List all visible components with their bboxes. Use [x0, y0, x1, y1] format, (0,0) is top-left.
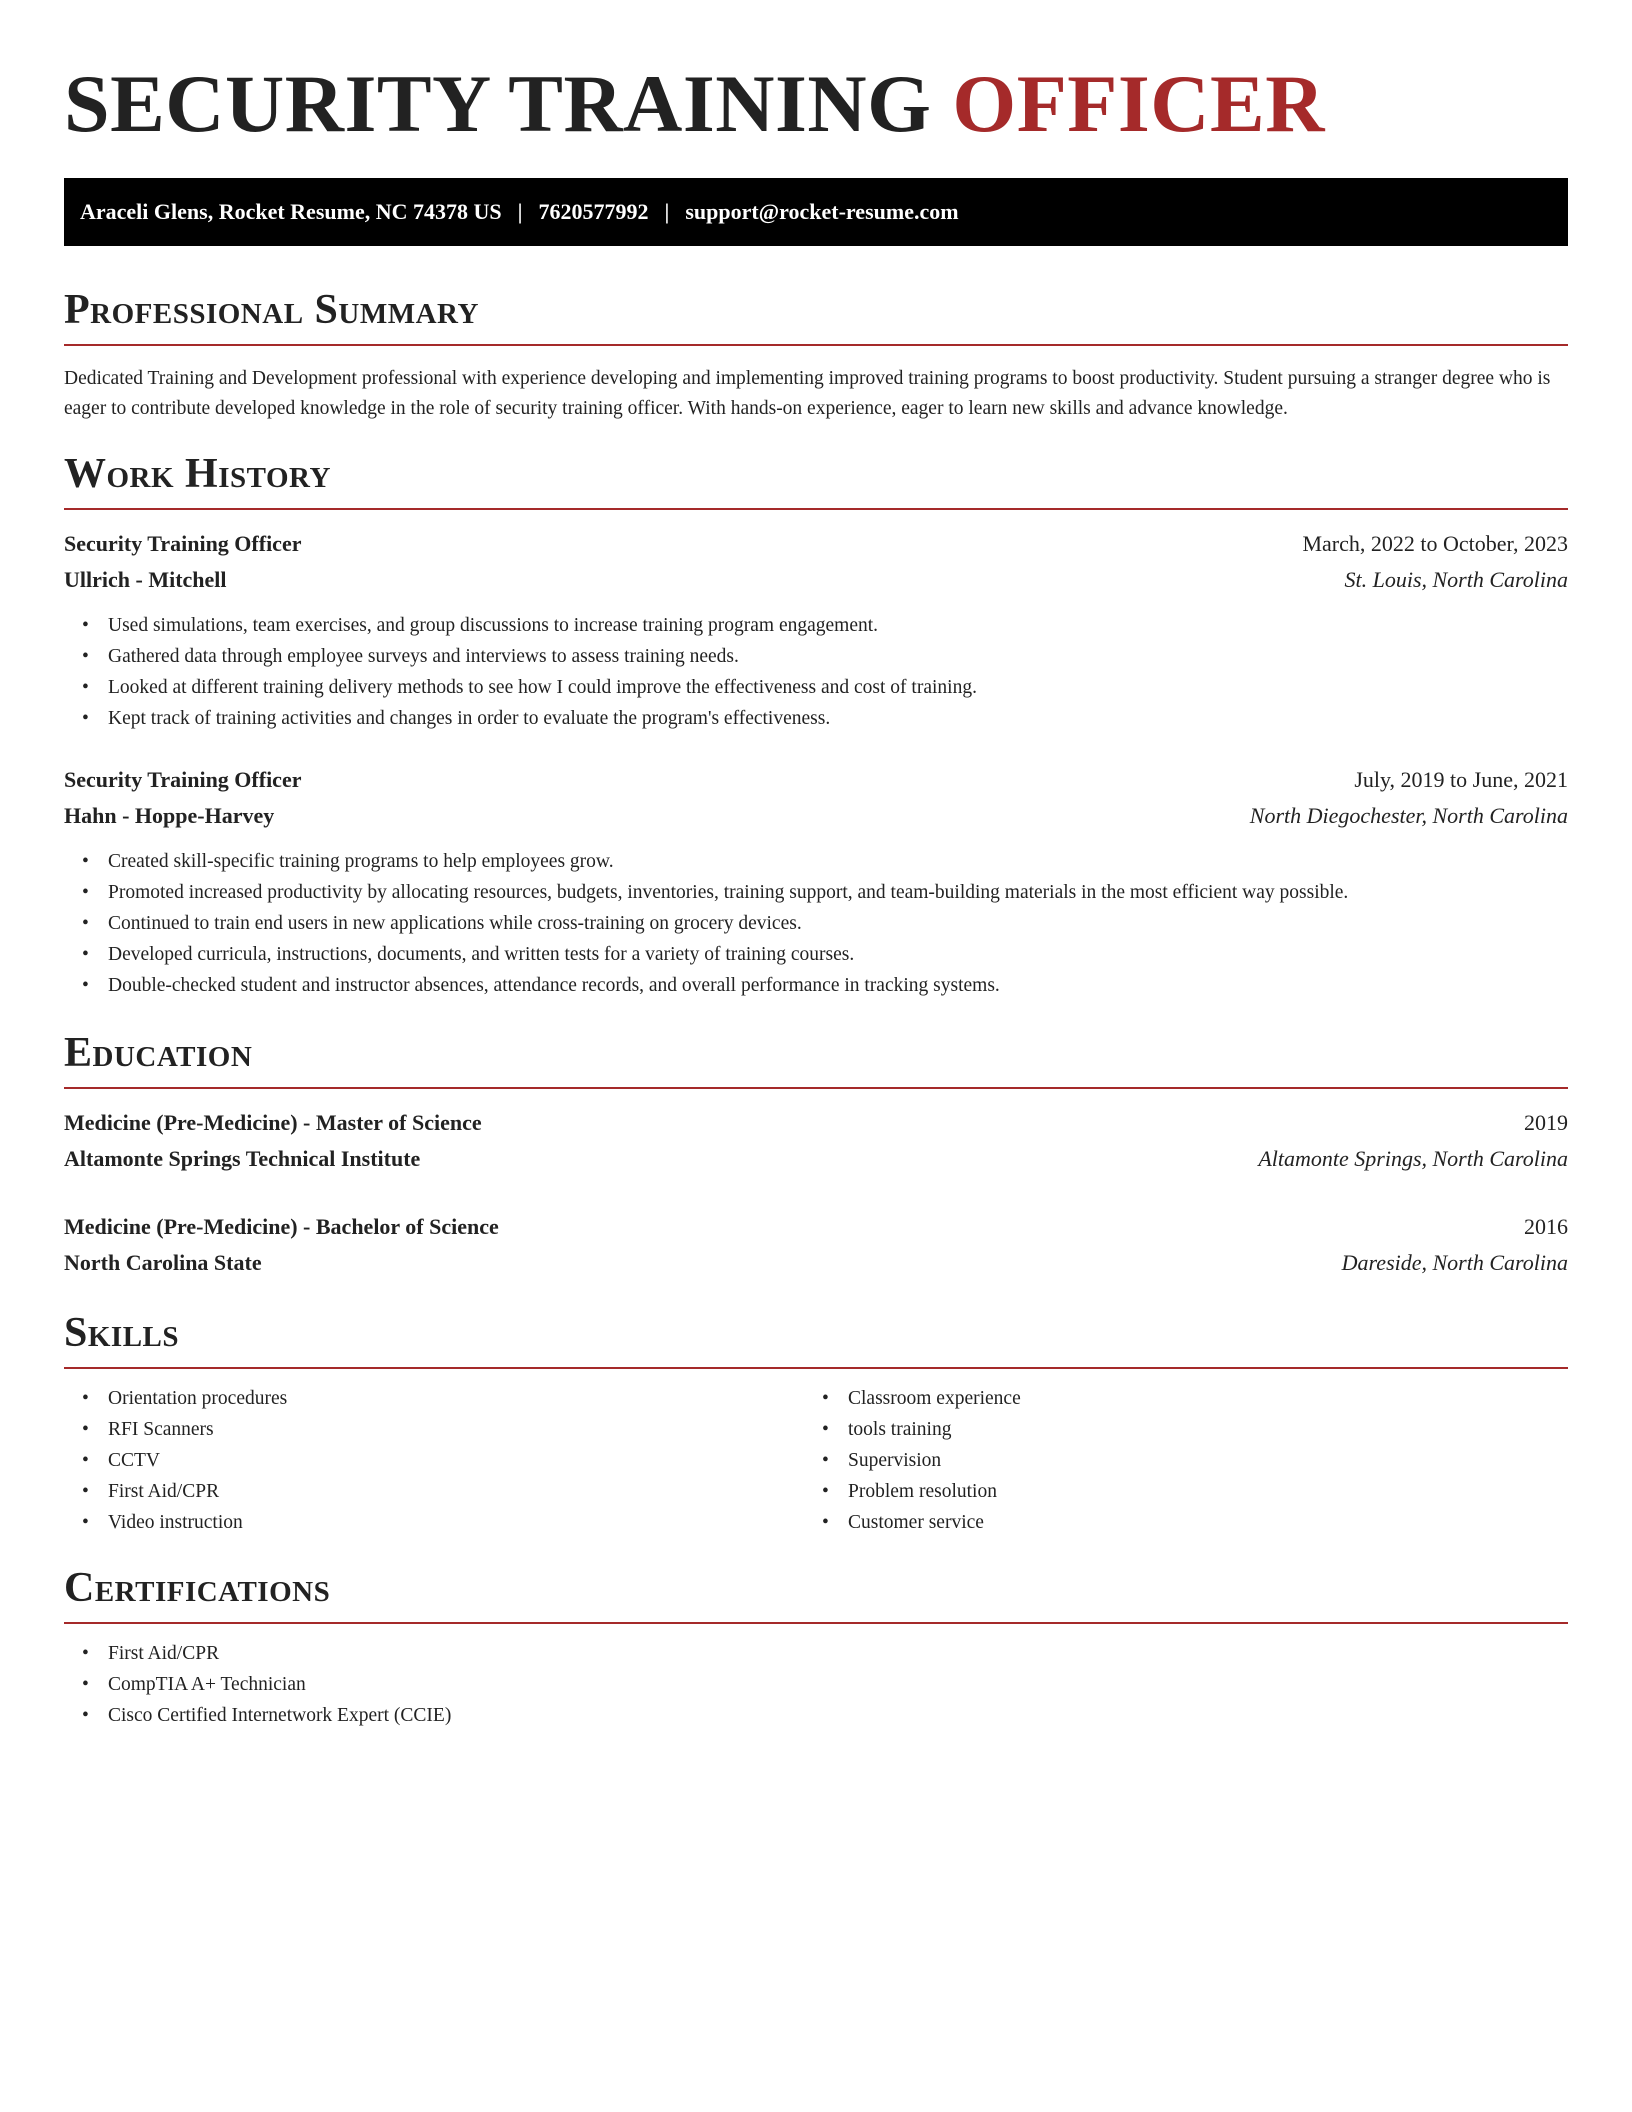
summary-section [64, 286, 1568, 424]
skill-item: • Customer service [848, 1507, 1544, 1538]
contact-email: support@rocket-resume.com [685, 199, 959, 224]
education-year: 2019 [1524, 1110, 1568, 1135]
job-bullets [64, 846, 1568, 1001]
job-bullet: • Double-checked student and instructor absences, attendance records, and overall performance in tracking systems. [108, 970, 1568, 1001]
section-divider [64, 508, 1568, 510]
section-divider [64, 1622, 1568, 1624]
title-main: SECURITY TRAINING [64, 58, 932, 149]
education-degree-row [64, 1105, 1568, 1141]
contact-bar [64, 178, 1568, 246]
education-location: Altamonte Springs, North Carolina [1258, 1146, 1568, 1171]
education-degree: Medicine (Pre-Medicine) - Master of Science [64, 1110, 482, 1135]
education-school: Altamonte Springs Technical Institute [64, 1146, 421, 1171]
skill-item: • CCTV [108, 1445, 804, 1476]
resume-title [64, 56, 1568, 152]
section-heading-education: Education [64, 1030, 253, 1076]
skills-section [64, 1309, 1568, 1538]
skill-item: • Supervision [848, 1445, 1544, 1476]
job-bullet: • Continued to train end users in new applications while cross-training on grocery devices. [108, 908, 1568, 939]
job-bullet: • Developed curricula, instructions, documents, and written tests for a variety of training courses. [108, 939, 1568, 970]
certification-item: • Cisco Certified Internetwork Expert (CCIE) [108, 1700, 1568, 1731]
section-heading-certifications: Certifications [64, 1565, 331, 1611]
job-dates: March, 2022 to October, 2023 [1302, 531, 1568, 556]
skills-list [804, 1383, 1544, 1538]
contact-separator: | [517, 199, 523, 224]
section-divider [64, 1087, 1568, 1089]
skills-column-right [804, 1383, 1544, 1538]
job-bullet: • Looked at different training delivery methods to see how I could improve the effectiveness and cost of training. [108, 672, 1568, 703]
skill-item: • First Aid/CPR [108, 1476, 804, 1507]
job-location: North Diegochester, North Carolina [1249, 803, 1568, 828]
education-school-row [64, 1141, 1568, 1177]
certification-item: • CompTIA A+ Technician [108, 1669, 1568, 1700]
job-location: St. Louis, North Carolina [1344, 567, 1568, 592]
section-heading-summary: Professional Summary [64, 287, 479, 333]
skills-grid [64, 1383, 1568, 1538]
contact-phone: 7620577992 [538, 199, 649, 224]
education-section [64, 1029, 1568, 1281]
summary-text: Dedicated Training and Development professional with experience developing and implementing improved training programs to boost productivity. Student pursuing a stranger degree who is eager to contribute developed knowledge in the role of security training officer. With hands-on experience, eager to learn new skills and advance knowledge. [64, 368, 1551, 419]
job-company-row [64, 798, 1568, 834]
skill-item: • tools training [848, 1414, 1544, 1445]
job-bullet: • Created skill-specific training programs to help employees grow. [108, 846, 1568, 877]
title-accent: OFFICER [952, 58, 1325, 149]
job-dates: July, 2019 to June, 2021 [1354, 767, 1568, 792]
job-bullet: • Used simulations, team exercises, and group discussions to increase training program engagement. [108, 610, 1568, 641]
job-title: Security Training Officer [64, 767, 302, 792]
education-degree-row [64, 1209, 1568, 1245]
section-divider [64, 344, 1568, 346]
skill-item: • Classroom experience [848, 1383, 1544, 1414]
skill-item: • Problem resolution [848, 1476, 1544, 1507]
resume-page [64, 0, 1568, 1731]
work-history-section [64, 450, 1568, 1001]
job-bullet: • Promoted increased productivity by allocating resources, budgets, inventories, training support, and team-building materials in the most efficient way possible. [108, 877, 1568, 908]
education-entry [64, 1105, 1568, 1177]
section-heading-work-history: Work History [64, 451, 331, 497]
job-entry [64, 526, 1568, 734]
contact-separator: | [664, 199, 670, 224]
job-company: Hahn - Hoppe-Harvey [64, 803, 275, 828]
certification-item: • First Aid/CPR [108, 1638, 1568, 1669]
job-title-row [64, 762, 1568, 798]
section-divider [64, 1367, 1568, 1369]
education-year: 2016 [1524, 1214, 1568, 1239]
skill-item: • Orientation procedures [108, 1383, 804, 1414]
education-degree: Medicine (Pre-Medicine) - Bachelor of Science [64, 1214, 499, 1239]
job-company-row [64, 562, 1568, 598]
skill-item: • RFI Scanners [108, 1414, 804, 1445]
skills-list [64, 1383, 804, 1538]
job-company: Ullrich - Mitchell [64, 567, 227, 592]
education-school: North Carolina State [64, 1250, 262, 1275]
job-bullet: • Gathered data through employee surveys and interviews to assess training needs. [108, 641, 1568, 672]
contact-address: Araceli Glens, Rocket Resume, NC 74378 US [80, 199, 502, 224]
education-school-row [64, 1245, 1568, 1281]
job-bullets [64, 610, 1568, 734]
education-entry [64, 1209, 1568, 1281]
certifications-list [64, 1638, 1568, 1731]
skill-item: • Video instruction [108, 1507, 804, 1538]
job-bullet: • Kept track of training activities and changes in order to evaluate the program's effectiveness. [108, 703, 1568, 734]
skills-column-left [64, 1383, 804, 1538]
job-title-row [64, 526, 1568, 562]
job-entry [64, 762, 1568, 1001]
job-title: Security Training Officer [64, 531, 302, 556]
section-heading-skills: Skills [64, 1310, 180, 1356]
education-location: Dareside, North Carolina [1341, 1250, 1568, 1275]
certifications-section [64, 1564, 1568, 1731]
